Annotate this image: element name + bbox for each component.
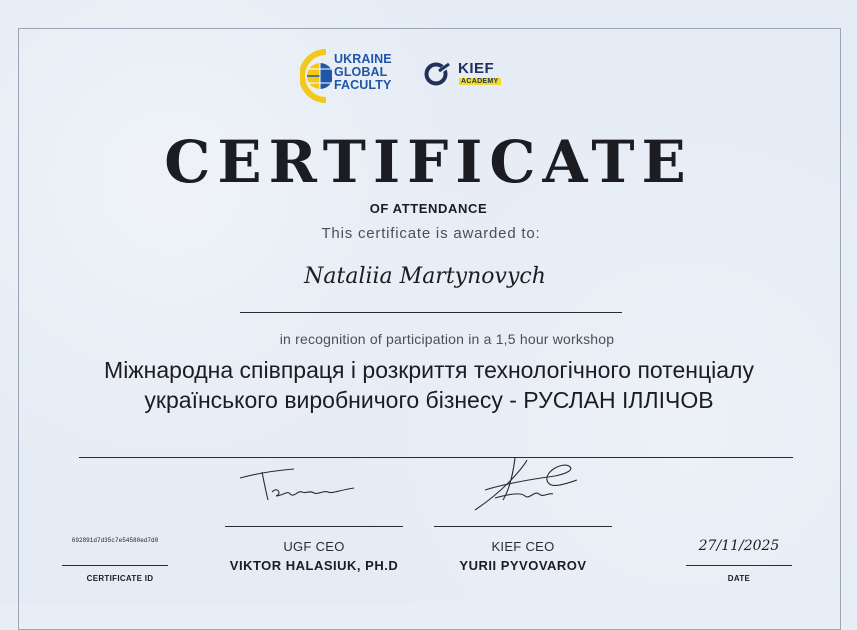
name-underline: [240, 312, 622, 313]
ugf-logo-text: [334, 53, 392, 92]
kief-logo-text: KIEF: [458, 60, 495, 77]
signatory-role: KIEF CEO: [491, 539, 555, 554]
workshop-title: Міжнародна співпраця і розкриття технологічного потенціалу українського виробничого бізнесу - РУСЛАН ІЛЛІЧОВ: [104, 357, 754, 413]
date-value: 27/11/2025: [698, 538, 780, 554]
certificate-id-value: 692891d7d35c7e54580ed7d0: [71, 537, 159, 544]
certificate-subtitle: OF ATTENDANCE: [369, 201, 488, 216]
certificate-id-line: [62, 565, 168, 566]
ugf-signature-line: [225, 526, 403, 527]
recognition-text: in recognition of participation in a 1,5 hour workshop: [279, 331, 615, 347]
signatory-name: VIKTOR HALASIUK, PH.D: [229, 558, 399, 573]
signatory-name: YURII PYVOVAROV: [459, 558, 587, 573]
ugf-logo-line: GLOBAL: [334, 65, 388, 79]
recipient-name: Nataliia Martynovych: [304, 264, 546, 289]
kief-academy-badge: ACADEMY: [461, 78, 499, 85]
signatory-role: UGF CEO: [283, 539, 345, 554]
ugf-logo-line: UKRAINE: [334, 52, 392, 66]
kief-ceo-signature: [465, 450, 595, 520]
ugf-globe-logo-icon: [300, 48, 332, 106]
certificate-id-label: CERTIFICATE ID: [86, 574, 154, 583]
date-line: [686, 565, 792, 566]
ugf-ceo-signature: [232, 460, 362, 510]
date-label: DATE: [727, 574, 751, 583]
kief-signature-line: [434, 526, 612, 527]
section-divider: [79, 457, 793, 458]
awarded-to-text: This certificate is awarded to:: [321, 225, 541, 242]
ugf-logo-line: FACULTY: [334, 78, 392, 92]
certificate-title: CERTIFICATE: [164, 128, 693, 196]
kief-ring-logo-icon: [423, 60, 453, 90]
